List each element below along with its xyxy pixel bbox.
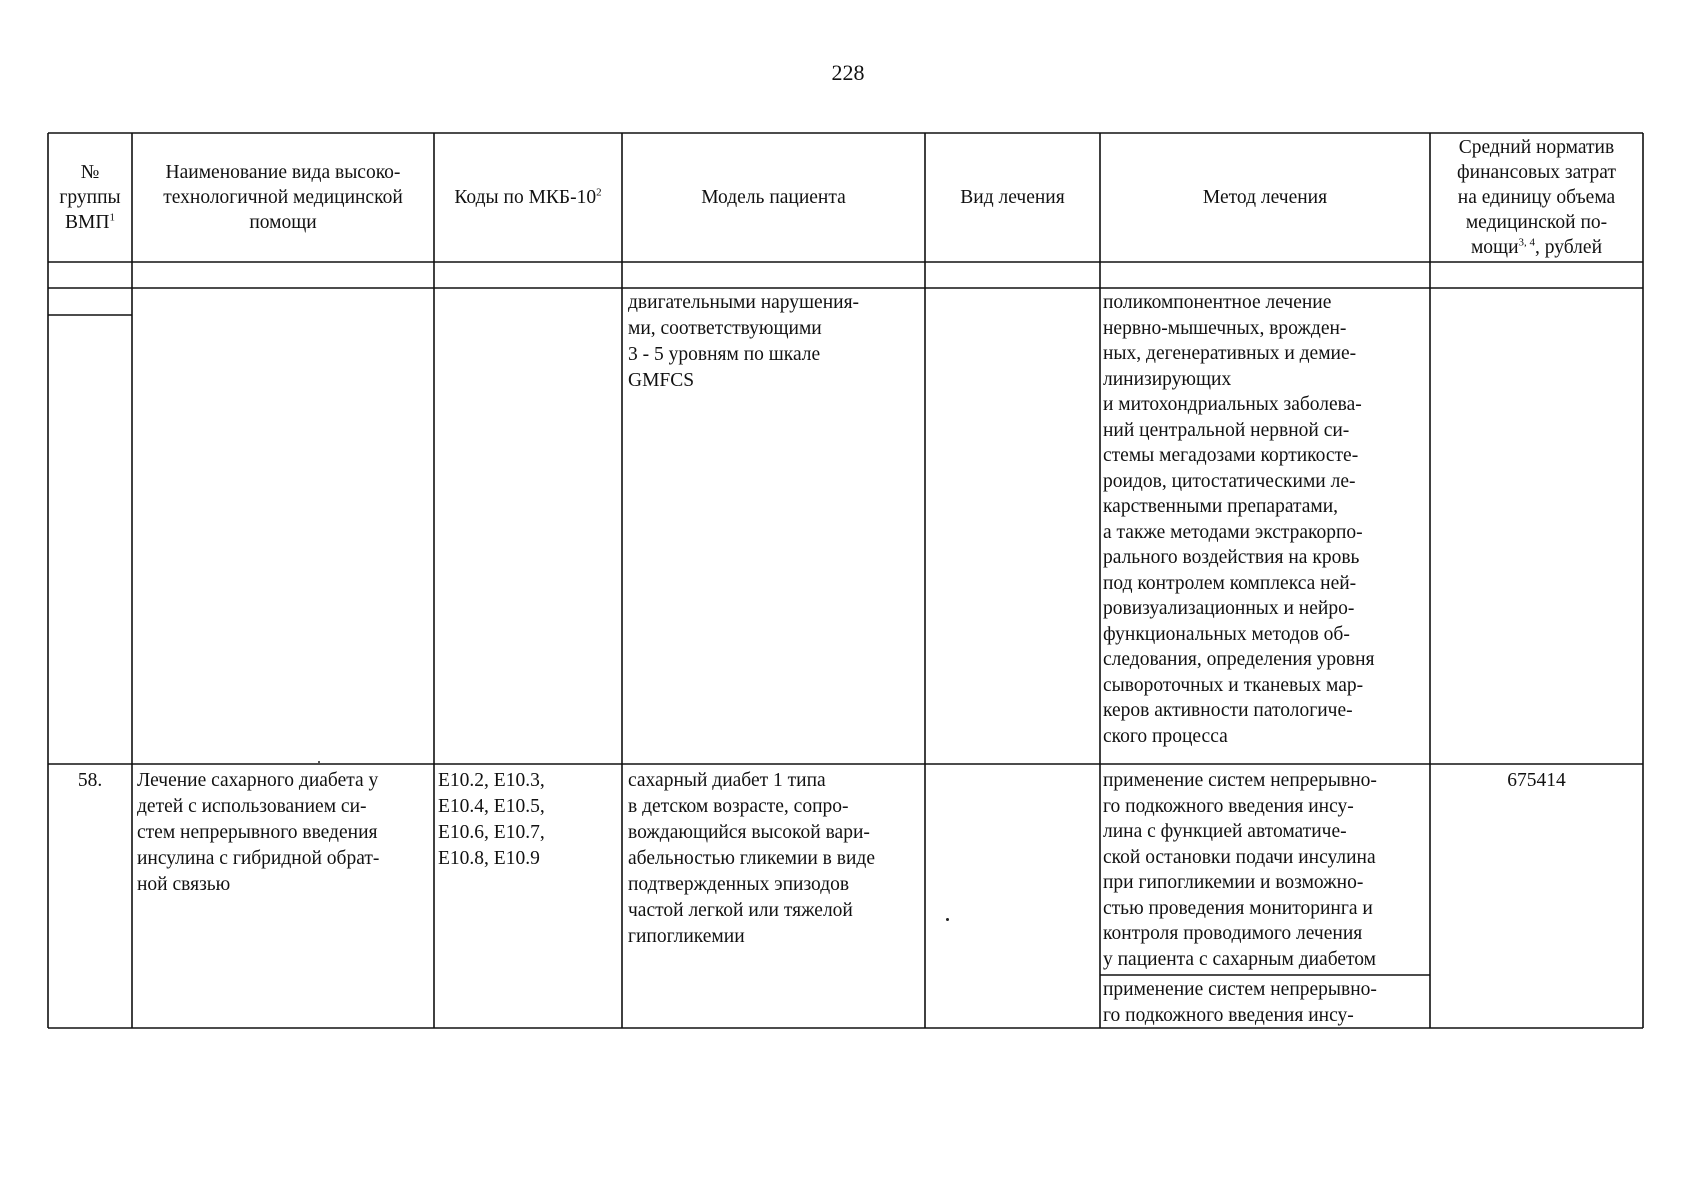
row-58-treatment-method-1: применение систем непрерывно- го подкожного введения инсу- лина с функцией автоматиче- ской остановки подачи инсулина при гипогликемии и возможно- стью проведения мониторинга и контроля проводимого лечения у пациента с сахарным диабетом — [1103, 770, 1377, 970]
header-treatment-method: Метод лечения — [1202, 187, 1328, 208]
header-icd-codes — [434, 133, 622, 262]
footnote-1: 1 — [109, 211, 115, 224]
header-icd-codes-text: Коды по МКБ-10 — [454, 187, 597, 208]
scan-speck — [946, 918, 949, 921]
header-treatment-type: Вид лечения — [960, 187, 1065, 208]
row-58-patient-model: сахарный диабет 1 типа в детском возрасте, сопро- вождающийся высокой вари- абельностью гликемии в виде подтвержденных эпизодов частой легкой или тяжелой гипогликемии — [628, 770, 875, 947]
header-cost-standard-unit: , рублей — [1535, 237, 1603, 258]
header-cost-standard — [1430, 133, 1643, 262]
continued-treatment-method: поликомпонентное лечение нервно-мышечных, врожден- ных, дегенеративных и демие- линизирующих и митохондриальных заболева- ний центральной нервной си- стемы мегадозами кортикосте- роидов, цитостатическими ле- карственными препаратами, а также методами экстракорпо- рального воздействия на кровь под контролем комплекса ней- ровизуализационных и нейро- функциональных методов об- следования, определения уровня сывороточных и тканевых мар- керов активности патологиче- ского процесса — [1103, 292, 1375, 747]
row-58-number: 58. — [77, 770, 103, 791]
row-58-care-type-name: Лечение сахарного диабета у детей с использованием си- стем непрерывного введения инсулина с гибридной обрат- ной связью — [137, 770, 380, 895]
row-58-icd-codes: E10.2, E10.3, E10.4, E10.5, E10.6, E10.7, E10.8, E10.9 — [438, 770, 545, 869]
header-group-number-text: № группы ВМП — [59, 162, 121, 233]
continued-patient-model: двигательными нарушения- ми, соответствующими 3 - 5 уровням по шкале GMFCS — [628, 292, 860, 391]
header-group-number — [48, 133, 132, 262]
footnote-2: 2 — [596, 186, 602, 199]
scan-speck — [318, 761, 320, 763]
page-number: 228 — [831, 60, 865, 85]
row-58-treatment-method-2: применение систем непрерывно- го подкожного введения инсу- — [1103, 979, 1377, 1026]
row-58-cost: 675414 — [1507, 770, 1566, 791]
footnote-3-4: 3, 4 — [1518, 236, 1536, 249]
header-patient-model: Модель пациента — [701, 187, 846, 208]
header-cost-standard-text: Средний норматив финансовых затрат на единицу объема медицинской по- мощи — [1457, 137, 1616, 258]
header-care-type-name: Наименование вида высоко- технологичной медицинской помощи — [163, 162, 403, 233]
